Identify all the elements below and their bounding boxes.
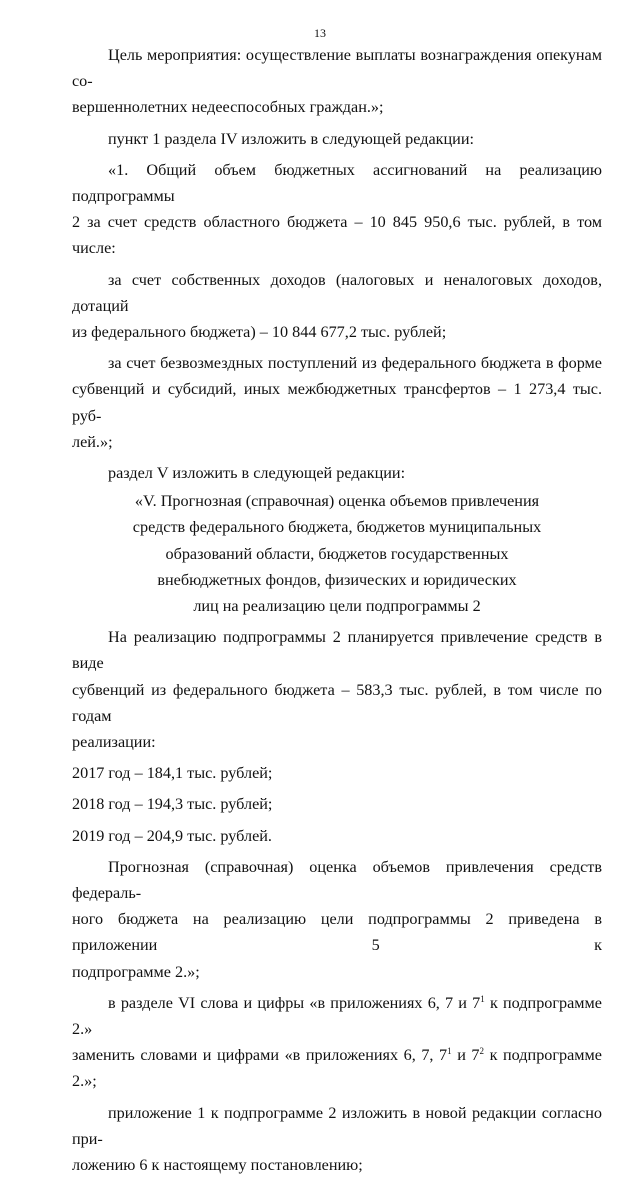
section-heading — [72, 488, 602, 619]
text-line: за счет безвозмездных поступлений из федерального бюджета в форме — [108, 354, 602, 373]
text-fragment: к подпрограмме 2.»; — [72, 1046, 602, 1091]
text-fragment: в разделе VI слова и цифры «в приложениях 6, 7 и 7 — [108, 993, 481, 1012]
text-line: из федерального бюджета) – 10 844 677,2 тыс. рублей; — [72, 323, 447, 342]
year-line: 2019 год – 204,9 тыс. рублей. — [72, 826, 272, 845]
text-line: 2 за счет средств областного бюджета – 10 845 950,6 тыс. рублей, в том числе: — [72, 213, 602, 258]
heading-line: образований области, бюджетов государственных — [165, 544, 509, 563]
superscript: 1 — [480, 993, 485, 1004]
heading-line: внебюджетных фондов, физических и юридических — [157, 570, 517, 589]
text-fragment: к подпрограмме 2.» — [72, 993, 602, 1039]
page-number: 13 — [314, 26, 326, 40]
text-line: Цель мероприятия: осуществление выплаты вознаграждения опекунам со- — [72, 46, 602, 91]
year-line: 2017 год – 184,1 тыс. рублей; — [72, 764, 273, 783]
text-line: лей.»; — [72, 432, 113, 451]
text-line: раздел V изложить в следующей редакции: — [108, 464, 406, 483]
text-fragment: и 7 — [451, 1046, 480, 1065]
heading-line: «V. Прогнозная (справочная) оценка объемов привлечения — [134, 492, 540, 511]
text-line: На реализацию подпрограммы 2 планируется привлечение средств в виде — [72, 628, 602, 673]
text-line: ного бюджета на реализацию цели подпрограммы 2 приведена в приложении 5 к — [72, 910, 602, 955]
text-line: ложению 6 к настоящему постановлению; — [72, 1156, 363, 1175]
heading-line: лиц на реализацию цели подпрограммы 2 — [193, 597, 481, 615]
text-fragment: заменить словами и цифрами «в приложениях 6, 7, 7 — [72, 1046, 448, 1065]
year-line: 2018 год – 194,3 тыс. рублей; — [72, 795, 273, 814]
text-line-vi — [72, 990, 602, 1042]
text-line: подпрограмме 2.»; — [72, 962, 200, 981]
heading-line: средств федерального бюджета, бюджетов муниципальных — [132, 518, 542, 537]
text-line: приложение 1 к подпрограмме 2 изложить в новой редакции согласно при- — [72, 1103, 602, 1148]
text-line: пункт 1 раздела IV изложить в следующей редакции: — [108, 129, 474, 148]
text-line: субвенций из федерального бюджета – 583,3 тыс. рублей, в том числе по годам — [72, 680, 602, 725]
text-line: реализации: — [72, 733, 156, 751]
superscript: 1 — [447, 1046, 452, 1057]
text-line: вершеннолетних недееспособных граждан.»; — [72, 98, 384, 117]
document-body — [72, 42, 602, 1178]
text-line: за счет собственных доходов (налоговых и неналоговых доходов, дотаций — [72, 270, 602, 315]
text-line-vi — [72, 1042, 602, 1094]
text-line: «1. Общий объем бюджетных ассигнований на реализацию подпрограммы — [72, 160, 602, 206]
text-line: Прогнозная (справочная) оценка объемов привлечения средств федераль- — [72, 857, 602, 903]
superscript: 2 — [479, 1046, 485, 1057]
text-line: субвенций и субсидий, иных межбюджетных трансфертов – 1 273,4 тыс. руб- — [72, 380, 602, 425]
